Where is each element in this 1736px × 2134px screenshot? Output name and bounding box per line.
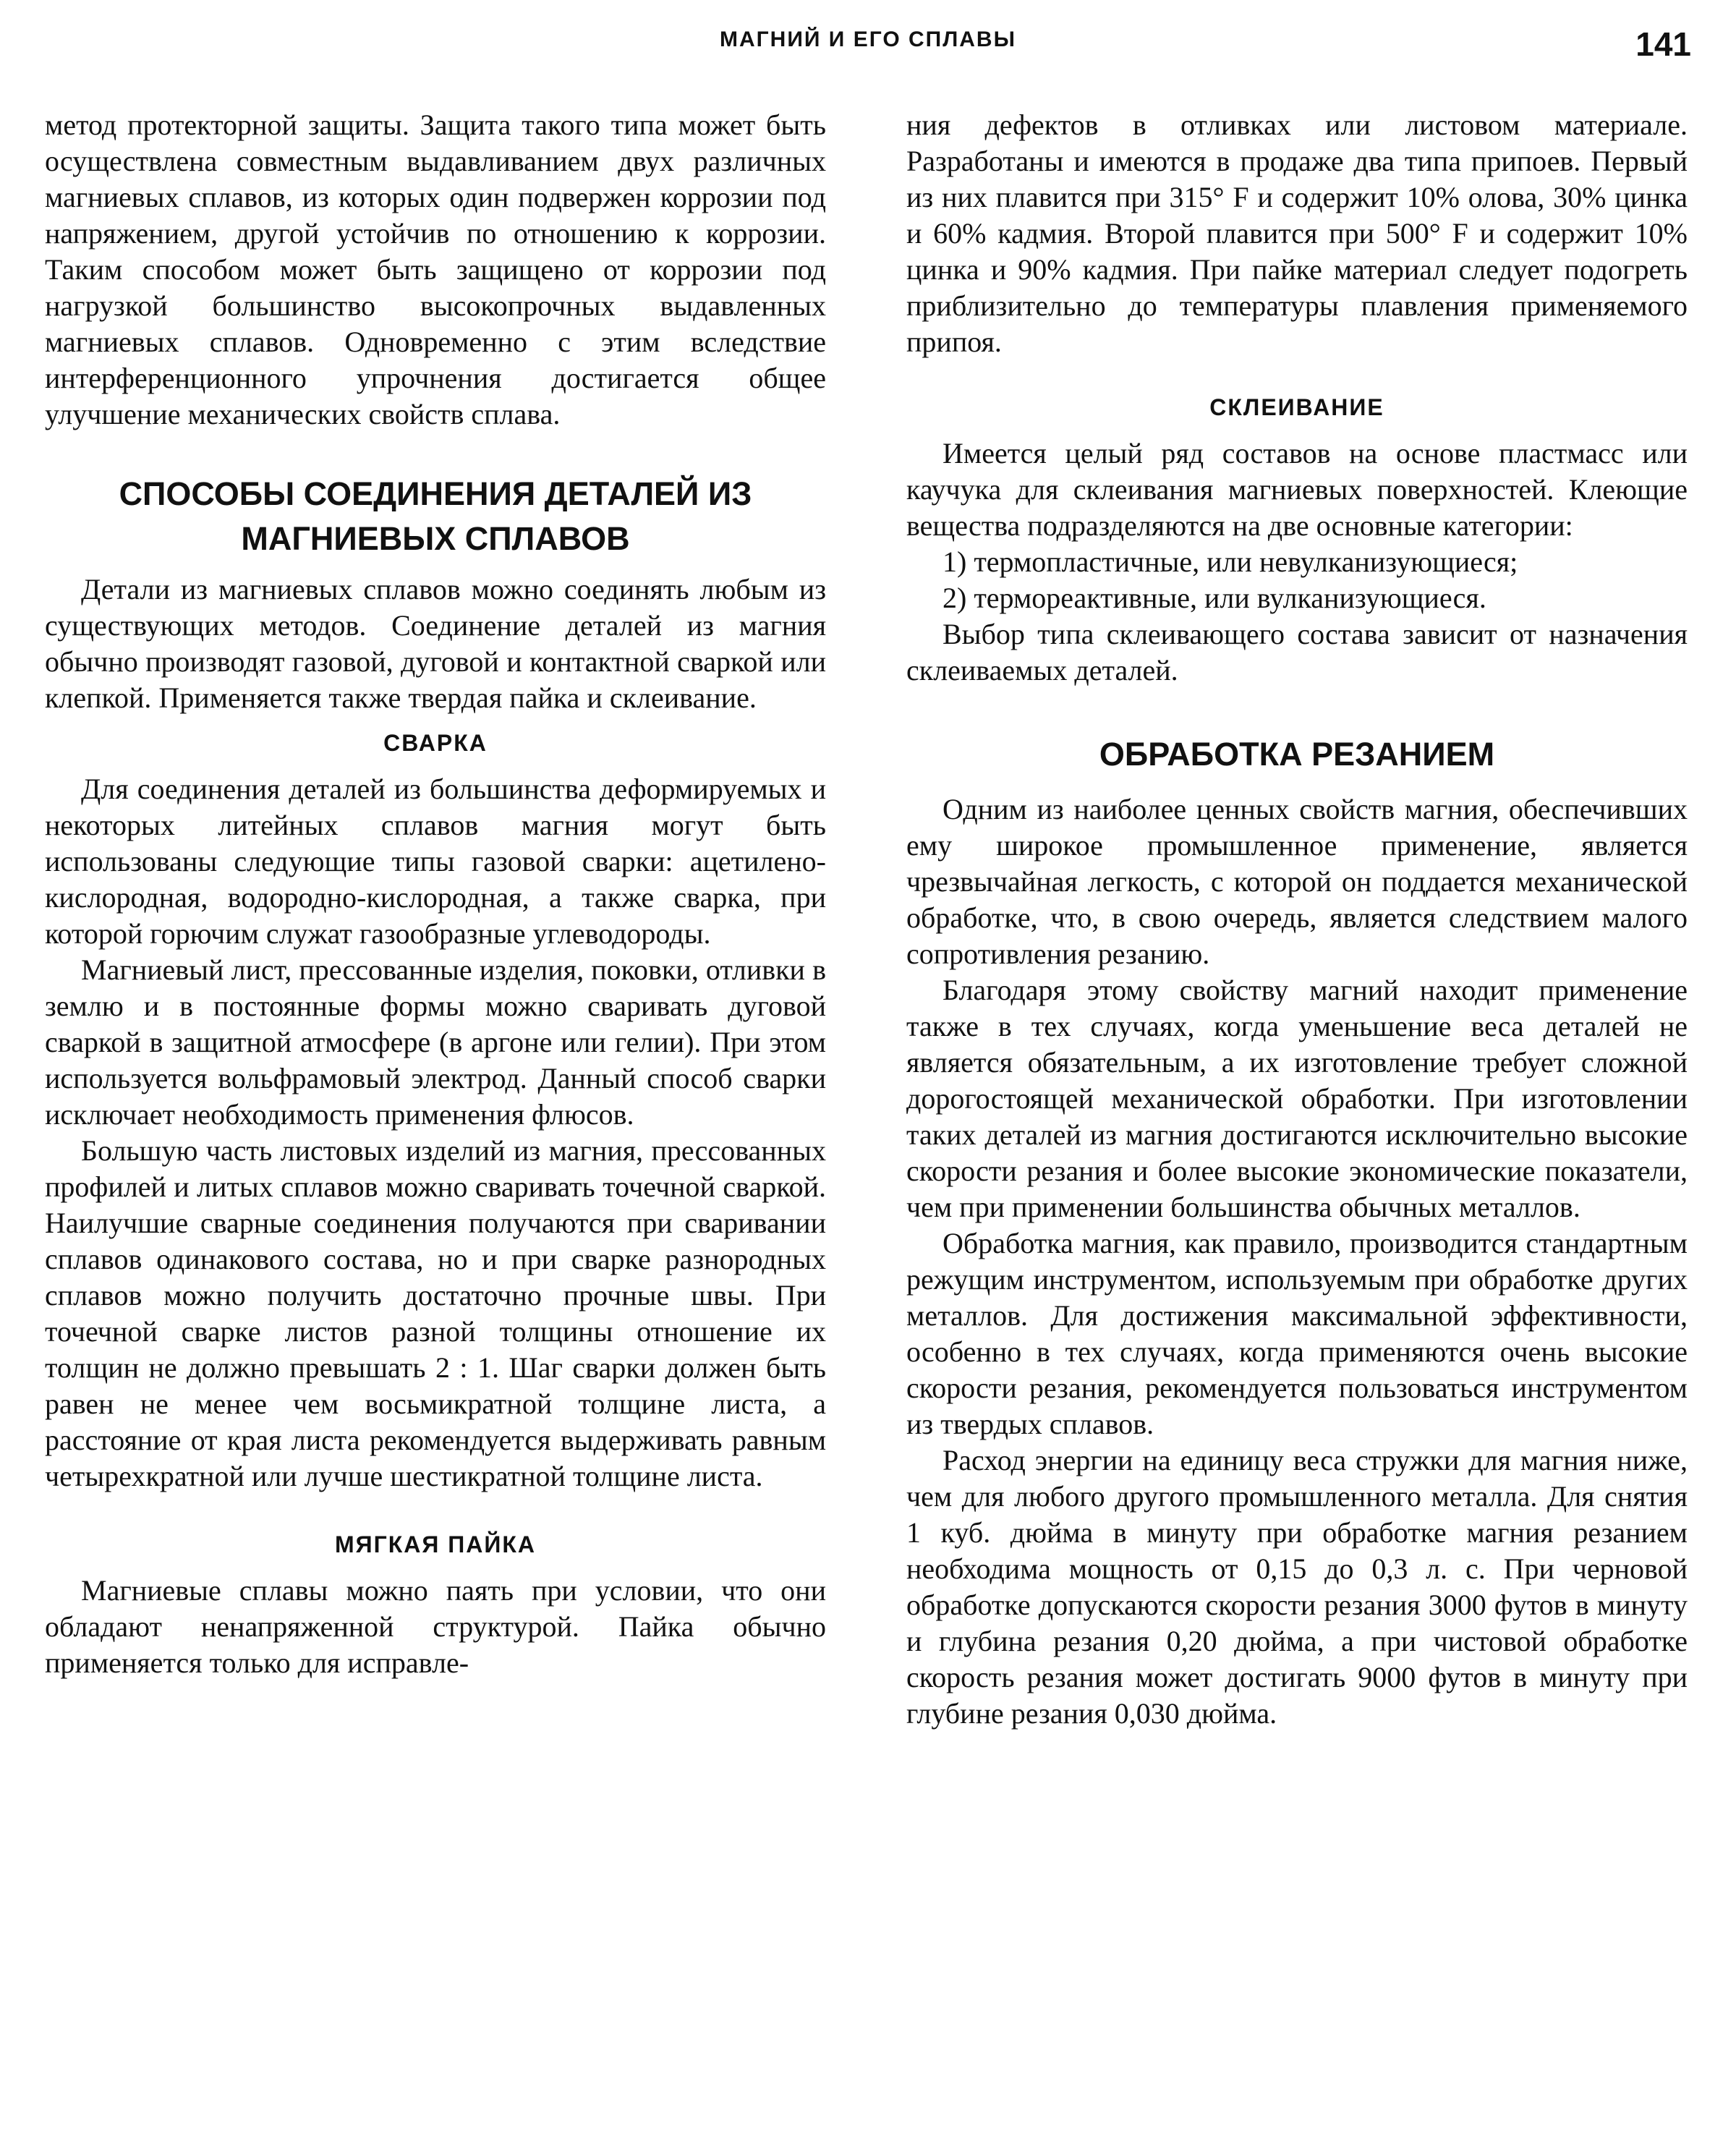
machining-paragraph-4: Расход энергии на единицу веса стружки для магния ниже, чем для любого другого промышленного металла. Для снятия 1 куб. дюйма в минуту при обработке магния резанием необходима мощность от 0,15 до 0,3 л. с. При черновой обработке допускаются скорости резания 3000 футов в минуту и глубина резания 0,20 дюйма, а при чистовой обработке скорость резания может достигать 9000 футов в минуту при глубине резания 0,030 дюйма. <box>906 1444 1688 1730</box>
welding-paragraph-2: Магниевый лист, прессованные изделия, поковки, отливки в землю и в постоянные формы можно сваривать дуговой сваркой в защитной атмосфере (в аргоне или гелии). При этом используется вольфрамовый электрод. Данный способ сварки исключает необходимость применения флюсов. <box>45 953 826 1131</box>
gluing-conclusion: Выбор типа склеивающего состава зависит от назначения склеиваемых деталей. <box>906 618 1688 686</box>
gluing-paragraph: Имеется целый ряд составов на основе пластмасс или каучука для склеивания магниевых поверхностей. Клеющие вещества подразделяются на две основные категории: <box>906 437 1688 542</box>
machining-paragraph-3: Обработка магния, как правило, производится стандартным режущим инструментом, используемым при обработке других металлов. Для достижения максимальной эффективности, особенно в тех случаях, когда применяются очень высокие скорости резания, рекомендуется пользоваться инструментом из твердых сплавов. <box>906 1227 1688 1440</box>
section-paragraph: Детали из магниевых сплавов можно соединять любым из существующих методов. Соединение деталей из магния обычно производят газовой, дуговой и контактной сваркой или клепкой. Применяется также твердая пайка и склеивание. <box>45 573 826 714</box>
running-title: МАГНИЙ И ЕГО СПЛАВЫ <box>720 27 1016 51</box>
intro-paragraph: метод протекторной защиты. Защита такого типа может быть осуществлена совместным выдавливанием двух различных магниевых сплавов, из которых один подвержен коррозии под напряжением, другой устойчив по отношению к коррозии. Таким способом может быть защищено от коррозии под нагрузкой большинство высокопрочных выдавленных магниевых сплавов. Одновременно с этим вследствие интерференционного упрочнения достигается общее улучшение механических свойств сплава. <box>45 109 826 430</box>
machining-paragraph-1: Одним из наиболее ценных свойств магния, обеспечивших ему широкое промышленное применение, является чрезвычайная легкость, с которой он поддается механической обработке, что, в свою очередь, является следствием малого сопротивления резанию. <box>906 793 1688 970</box>
gluing-list-item-1: 1) термопластичные, или невулканизующиеся; <box>943 545 1518 578</box>
page-number: 141 <box>1635 25 1691 63</box>
soldering-heading: МЯГКАЯ ПАЙКА <box>334 1531 537 1557</box>
welding-heading: СВАРКА <box>383 730 488 756</box>
left-column <box>45 107 826 1681</box>
section-heading-line2: МАГНИЕВЫХ СПЛАВОВ <box>241 520 630 557</box>
continuation-paragraph: ния дефектов в отливках или листовом материале. Разработаны и имеются в продаже два типа припоев. Первый из них плавится при 315° F и содержит 10% олова, 30% цинка и 60% кадмия. Второй плавится при 500° F и содержит 10% цинка и 90% кадмия. При пайке материал следует подогреть приблизительно до температуры плавления применяемого припоя. <box>906 109 1688 358</box>
gluing-list-item-2: 2) термореактивные, или вулканизующиеся. <box>943 582 1486 614</box>
welding-paragraph-3: Большую часть листовых изделий из магния, прессованных профилей и литых сплавов можно сваривать точечной сваркой. Наилучшие сварные соединения получаются при сваривании сплавов одинакового состава, но и при сварке разнородных сплавов можно получить достаточно прочные швы. При точечной сварке листов разной толщины отношение их толщин не должно превышать 2 : 1. Шаг сварки должен быть равен не менее чем восьмикратной толщине листа, а расстояние от края листа рекомендуется выдерживать равным четырехкратной или лучше шестикратной толщине листа. <box>45 1134 826 1492</box>
welding-paragraph-1: Для соединения деталей из большинства деформируемых и некоторых литейных сплавов магния могут быть использованы следующие типы газовой сварки: ацетилено-кислородная, водородно-кислородная, а также сварка, при которой горючим служат газообразные углеводороды. <box>45 773 826 950</box>
machining-heading: ОБРАБОТКА РЕЗАНИЕМ <box>1099 736 1495 773</box>
gluing-heading: СКЛЕИВАНИЕ <box>1209 394 1384 420</box>
right-column <box>906 107 1688 1732</box>
section-heading-line1: СПОСОБЫ СОЕДИНЕНИЯ ДЕТАЛЕЙ ИЗ <box>119 475 752 512</box>
soldering-paragraph: Магниевые сплавы можно паять при условии, что они обладают ненапряженной структурой. Пайка обычно применяется только для исправле- <box>45 1574 826 1679</box>
machining-paragraph-2: Благодаря этому свойству магний находит применение также в тех случаях, когда уменьшение веса деталей не является обязательным, а их изготовление требует сложной дорогостоящей механической обработки. При изготовлении таких деталей из магния достигаются исключительно высокие скорости резания и более высокие экономические показатели, чем при применении большинства обычных металлов. <box>906 974 1688 1223</box>
